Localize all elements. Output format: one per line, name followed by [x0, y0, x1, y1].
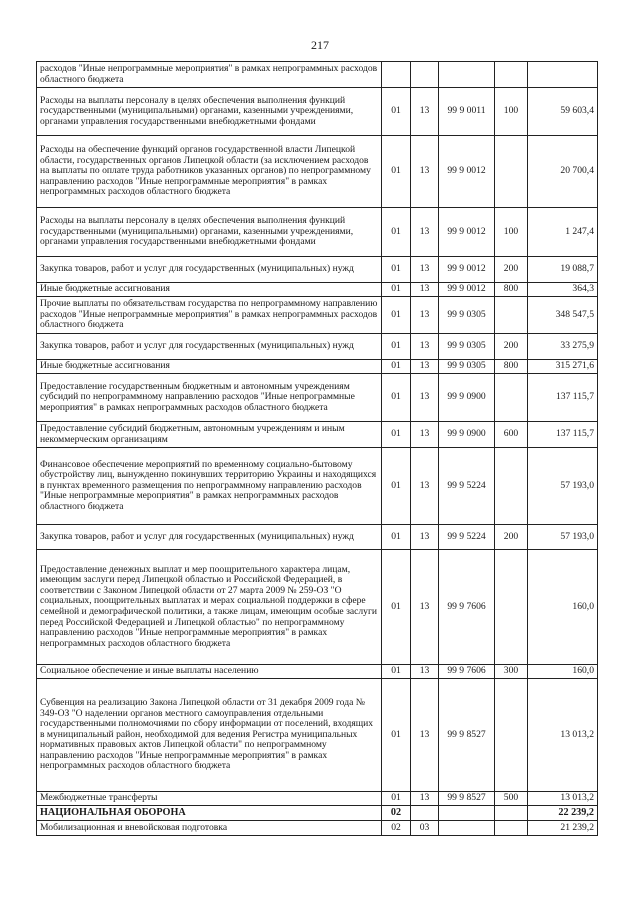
row-section-code: 01	[382, 422, 411, 448]
row-target-article-code: 99 9 5224	[439, 525, 495, 550]
table-row	[37, 334, 598, 360]
table-row	[37, 283, 598, 297]
row-name: Предоставление денежных выплат и мер поощрительного характера лицам, имеющим заслуги перед Липецкой областью и Российской Федерацией, в соответствии с Законом Липецкой области от 27 марта 2009 № 259-ОЗ "О социальных, поощрительных выплатах и мерах социальной поддержки в сфере семейной и демографической политики, а также лицам, имеющим особые заслуги перед Российской Федерацией и Липецкой областью" по непрограммному направлению расходов "Иные непрограммные мероприятия" в рамках непрограммных расходов областного бюджета	[37, 550, 382, 665]
table-row	[37, 448, 598, 525]
row-target-article-code	[439, 821, 495, 836]
row-expense-type-code: 800	[495, 360, 528, 374]
table-row	[37, 88, 598, 136]
row-section-code: 01	[382, 136, 411, 208]
table-row	[37, 136, 598, 208]
row-subsection-code: 13	[411, 448, 439, 525]
table-row	[37, 525, 598, 550]
row-section-code	[382, 62, 411, 88]
row-subsection-code: 13	[411, 283, 439, 297]
row-expense-type-code: 600	[495, 422, 528, 448]
row-target-article-code: 99 9 8527	[439, 792, 495, 806]
row-amount: 315 271,6	[528, 360, 598, 374]
row-target-article-code: 99 9 0305	[439, 297, 495, 334]
row-name: Предоставление государственным бюджетным и автономным учреждениям субсидий по непрограммному направлению расходов "Иные непрограммные мероприятия" в рамках непрограммных расходов областного бюджета	[37, 374, 382, 422]
row-name: расходов "Иные непрограммные мероприятия" в рамках непрограммных расходов областного бюджета	[37, 62, 382, 88]
row-expense-type-code	[495, 374, 528, 422]
row-subsection-code: 13	[411, 88, 439, 136]
row-section-code: 01	[382, 525, 411, 550]
table-row	[37, 257, 598, 283]
budget-table	[36, 61, 598, 836]
table-row	[37, 422, 598, 448]
row-amount: 57 193,0	[528, 525, 598, 550]
row-subsection-code: 03	[411, 821, 439, 836]
row-subsection-code: 13	[411, 525, 439, 550]
row-amount: 21 239,2	[528, 821, 598, 836]
row-section-code: 01	[382, 679, 411, 792]
row-section-code: 01	[382, 283, 411, 297]
row-expense-type-code	[495, 136, 528, 208]
row-expense-type-code: 300	[495, 665, 528, 679]
row-amount	[528, 62, 598, 88]
row-name: Закупка товаров, работ и услуг для государственных (муниципальных) нужд	[37, 257, 382, 283]
row-name: Субвенция на реализацию Закона Липецкой области от 31 декабря 2009 года № 349-ОЗ "О наделении органов местного самоуправления отдельными государственными полномочиями по сбору информации от поселений, входящих в муниципальный район, необходимой для ведения Регистра муниципальных нормативных правовых актов Липецкой области" по непрограммному направлению расходов "Иные непрограммные мероприятия" в рамках непрограммных расходов областного бюджета	[37, 679, 382, 792]
row-section-code: 01	[382, 208, 411, 257]
row-name: Финансовое обеспечение мероприятий по временному социально-бытовому обустройству лиц, вынужденно покинувших территорию Украины и находящихся в пунктах временного размещения по непрограммному направлению расходов "Иные непрограммные мероприятия" в рамках непрограммных расходов областного бюджета	[37, 448, 382, 525]
row-subsection-code: 13	[411, 334, 439, 360]
row-amount: 160,0	[528, 550, 598, 665]
row-section-code: 02	[382, 806, 411, 821]
row-subsection-code: 13	[411, 297, 439, 334]
row-expense-type-code	[495, 679, 528, 792]
row-section-code: 01	[382, 550, 411, 665]
row-amount: 33 275,9	[528, 334, 598, 360]
row-target-article-code: 99 9 0012	[439, 257, 495, 283]
table-row	[37, 374, 598, 422]
row-section-code: 01	[382, 360, 411, 374]
row-target-article-code: 99 9 7606	[439, 550, 495, 665]
row-amount: 20 700,4	[528, 136, 598, 208]
row-section-code: 02	[382, 821, 411, 836]
table-row	[37, 679, 598, 792]
row-section-code: 01	[382, 297, 411, 334]
row-amount: 13 013,2	[528, 792, 598, 806]
row-name: Расходы на выплаты персоналу в целях обеспечения выполнения функций государственными (муниципальными) органами, казенными учреждениями, органами управления государственными внебюджетными фондами	[37, 88, 382, 136]
row-name: Иные бюджетные ассигнования	[37, 283, 382, 297]
row-section-code: 01	[382, 334, 411, 360]
row-expense-type-code: 200	[495, 525, 528, 550]
row-expense-type-code: 200	[495, 334, 528, 360]
row-subsection-code: 13	[411, 422, 439, 448]
row-amount: 13 013,2	[528, 679, 598, 792]
table-row	[37, 297, 598, 334]
row-expense-type-code	[495, 297, 528, 334]
table-row	[37, 208, 598, 257]
row-subsection-code	[411, 62, 439, 88]
row-expense-type-code: 100	[495, 208, 528, 257]
row-amount: 22 239,2	[528, 806, 598, 821]
row-section-code: 01	[382, 88, 411, 136]
row-name: Социальное обеспечение и иные выплаты населению	[37, 665, 382, 679]
row-name: НАЦИОНАЛЬНАЯ ОБОРОНА	[37, 806, 382, 821]
row-subsection-code: 13	[411, 208, 439, 257]
table-row	[37, 550, 598, 665]
table-row	[37, 806, 598, 821]
row-subsection-code: 13	[411, 665, 439, 679]
row-expense-type-code	[495, 62, 528, 88]
row-target-article-code: 99 9 0011	[439, 88, 495, 136]
row-section-code: 01	[382, 374, 411, 422]
row-name: Закупка товаров, работ и услуг для государственных (муниципальных) нужд	[37, 334, 382, 360]
row-expense-type-code	[495, 448, 528, 525]
row-subsection-code: 13	[411, 679, 439, 792]
row-section-code: 01	[382, 257, 411, 283]
table-row	[37, 792, 598, 806]
row-amount: 137 115,7	[528, 374, 598, 422]
row-section-code: 01	[382, 448, 411, 525]
row-expense-type-code: 100	[495, 88, 528, 136]
row-subsection-code: 13	[411, 257, 439, 283]
row-section-code: 01	[382, 792, 411, 806]
row-target-article-code: 99 9 0900	[439, 422, 495, 448]
row-target-article-code	[439, 806, 495, 821]
row-subsection-code: 13	[411, 360, 439, 374]
row-expense-type-code	[495, 821, 528, 836]
row-amount: 137 115,7	[528, 422, 598, 448]
table-row	[37, 821, 598, 836]
page-number: 217	[311, 38, 329, 52]
row-name: Мобилизационная и вневойсковая подготовка	[37, 821, 382, 836]
row-target-article-code: 99 9 0012	[439, 136, 495, 208]
row-amount: 57 193,0	[528, 448, 598, 525]
row-amount: 59 603,4	[528, 88, 598, 136]
row-name: Межбюджетные трансферты	[37, 792, 382, 806]
row-amount: 160,0	[528, 665, 598, 679]
table-row	[37, 360, 598, 374]
row-expense-type-code: 200	[495, 257, 528, 283]
row-target-article-code: 99 9 8527	[439, 679, 495, 792]
row-subsection-code: 13	[411, 550, 439, 665]
row-expense-type-code: 800	[495, 283, 528, 297]
row-name: Иные бюджетные ассигнования	[37, 360, 382, 374]
row-expense-type-code	[495, 550, 528, 665]
row-subsection-code	[411, 806, 439, 821]
row-subsection-code: 13	[411, 374, 439, 422]
row-target-article-code: 99 9 0305	[439, 334, 495, 360]
row-expense-type-code	[495, 806, 528, 821]
row-name: Предоставление субсидий бюджетным, автономным учреждениям и иным некоммерческим организациям	[37, 422, 382, 448]
row-section-code: 01	[382, 665, 411, 679]
row-name: Расходы на обеспечение функций органов государственной власти Липецкой области, государственных органов Липецкой области (за исключением расходов на выплаты по оплате труда работников указанных органов) по непрограммному направлению расходов "Иные непрограммные мероприятия" в рамках непрограммных расходов областного бюджета	[37, 136, 382, 208]
table-row	[37, 665, 598, 679]
row-name: Прочие выплаты по обязательствам государства по непрограммному направлению расходов "Иные непрограммные мероприятия" в рамках непрограммных расходов областного бюджета	[37, 297, 382, 334]
row-amount: 364,3	[528, 283, 598, 297]
row-amount: 1 247,4	[528, 208, 598, 257]
row-target-article-code: 99 9 7606	[439, 665, 495, 679]
row-amount: 19 088,7	[528, 257, 598, 283]
row-target-article-code: 99 9 5224	[439, 448, 495, 525]
row-expense-type-code: 500	[495, 792, 528, 806]
table-row	[37, 62, 598, 88]
row-target-article-code: 99 9 0900	[439, 374, 495, 422]
row-amount: 348 547,5	[528, 297, 598, 334]
row-subsection-code: 13	[411, 136, 439, 208]
row-name: Закупка товаров, работ и услуг для государственных (муниципальных) нужд	[37, 525, 382, 550]
row-name: Расходы на выплаты персоналу в целях обеспечения выполнения функций государственными (муниципальными) органами, казенными учреждениями, органами управления государственными внебюджетными фондами	[37, 208, 382, 257]
row-target-article-code: 99 9 0012	[439, 283, 495, 297]
row-target-article-code	[439, 62, 495, 88]
row-target-article-code: 99 9 0012	[439, 208, 495, 257]
row-target-article-code: 99 9 0305	[439, 360, 495, 374]
row-subsection-code: 13	[411, 792, 439, 806]
